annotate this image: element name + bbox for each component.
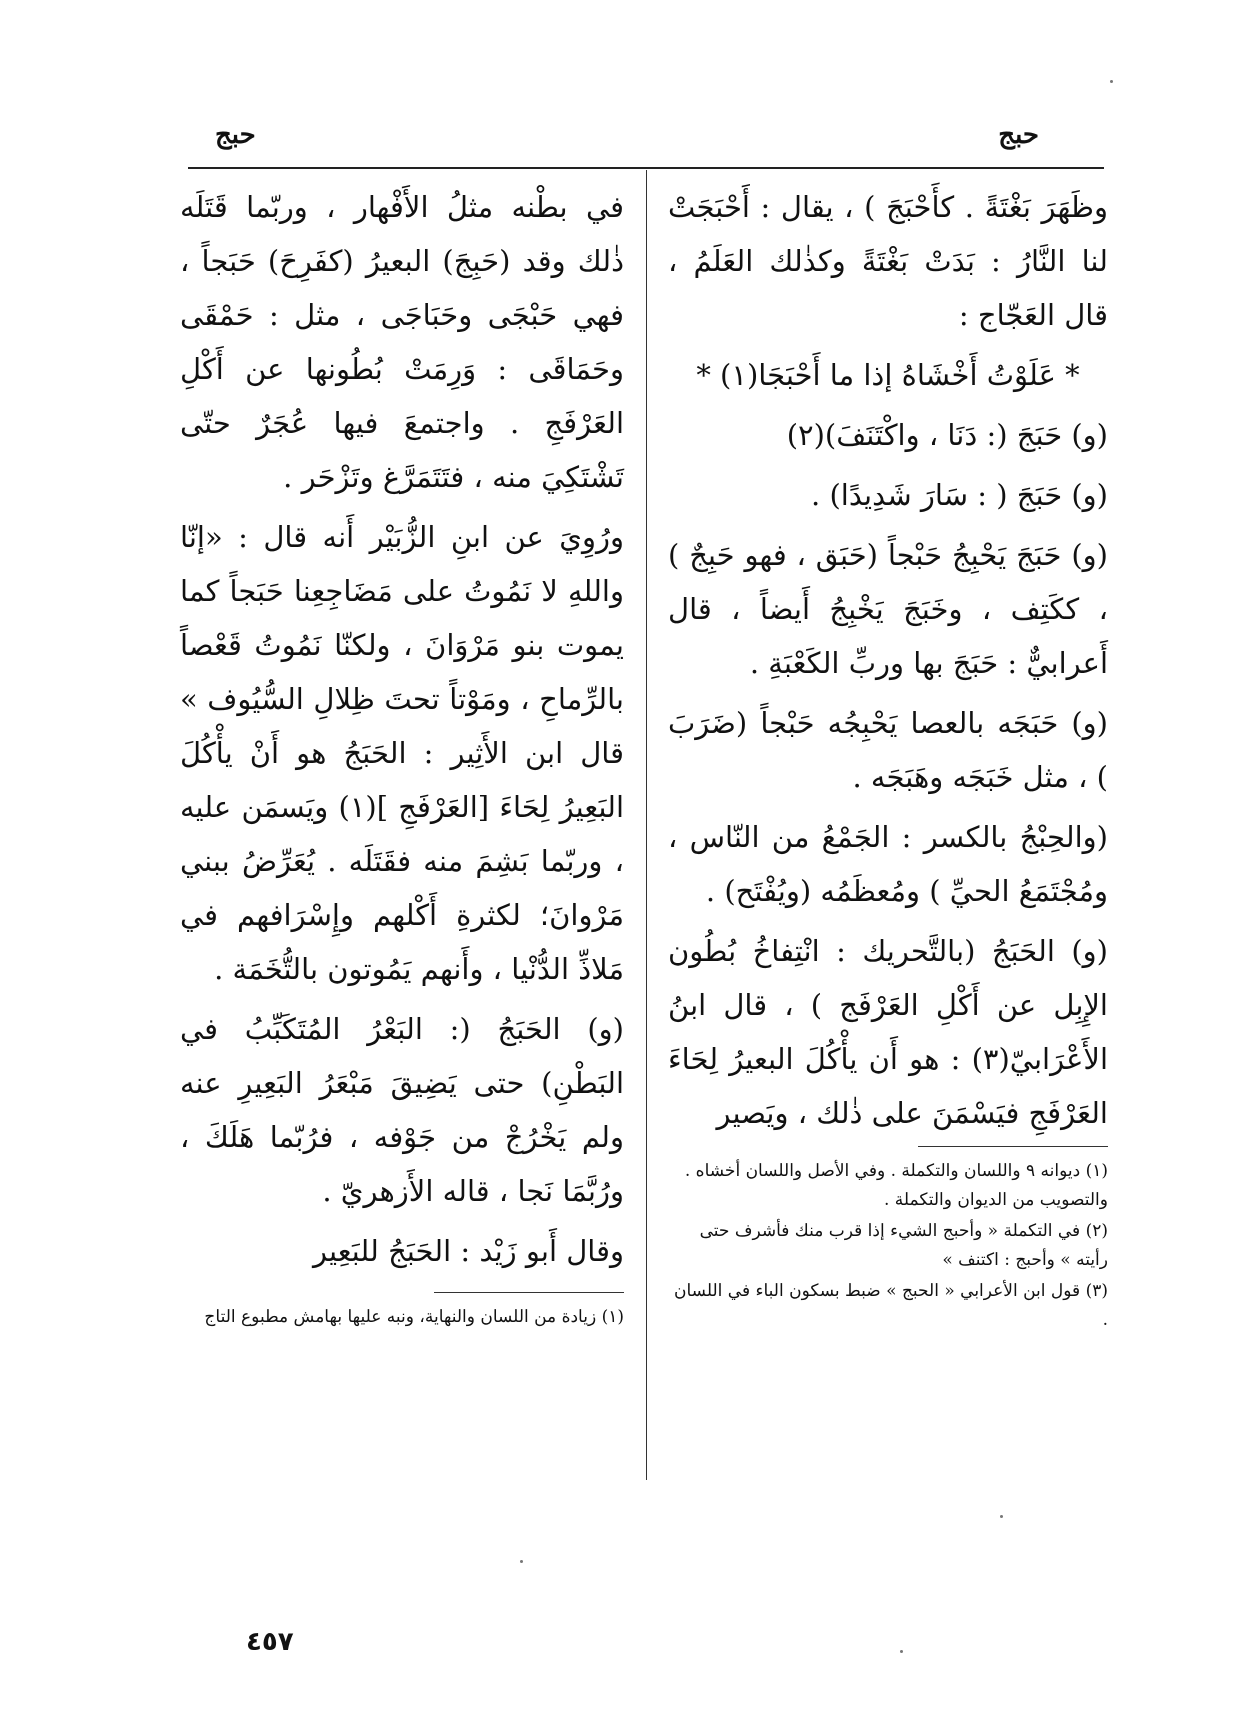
paragraph: وظَهَرَ بَغْتَةً . كأَحْبَجَ ) ، يقال : أَحْبَجَتْ لنا النَّارُ : بَدَتْ بَغْتَةً وكذٰلك العَلَمُ ، قال العَجّاج : [668,190,1108,332]
scan-speck [1000,1515,1003,1518]
footnote-rule [918,1146,1108,1147]
scan-speck [900,1650,903,1653]
running-header-right: حبج [998,120,1039,150]
scan-speck [1110,80,1113,83]
footnote-list [180,1303,624,1332]
scan-speck [520,1560,523,1563]
verse-line: * عَلَوْتُ أَخْشَاهُ إذا ما أَحْبَجَا(١) * [696,358,1080,392]
footnote: (٣) قول ابن الأعرابي « الحبج » ضبط بسكون الباء في اللسان . [674,1281,1108,1330]
paragraph: (و) حَبَجَ (: دَنَا ، واكْتَنَفَ)(٢) [786,418,1108,452]
paragraph: (و) حَبَجَ يَحْبِجُ حَبْجاً (حَبَق ، فهو حَبِجٌ ) ، ككَتِف ، وخَبَجَ يَخْبِجُ أَيضاً ، قال أَعرابيٌّ : حَبَجَ بها وربِّ الكَعْبَةِ . [668,538,1108,680]
paragraph: (و) حَبَجَه بالعصا يَحْبِجُه حَبْجاً (ضَرَبَ ) ، مثل خَبَجَه وهَبَجَه . [668,706,1108,794]
footnote-list [668,1157,1108,1335]
paragraph: (و) الحَبَجُ (بالتَّحريك : انْتِفاخُ بُطُون الإِبِل عن أَكْلِ العَرْفَج ) ، قال ابنُ الأَعْرَابيّ(٣) : هو أَن يأْكُلَ البعيرُ لِحَاءَ العَرْفَجِ فيَسْمَنَ على ذٰلك ، ويَصير [668,934,1108,1130]
paragraph: ورُوِيَ عن ابنِ الزُّبَيْر أَنه قال : «إنّا واللهِ لا نَمُوتُ على مَضَاجِعِنا حَبَجاً كما يموت بنو مَرْوَانَ ، ولكنّا نَمُوتُ قَعْصاً بالرِّماحِ ، ومَوْتاً تحتَ ظِلالِ السُّيُوف » قال ابن الأَثِير : الحَبَجُ هو أَنْ يأْكُلَ البَعِيرُ لِحَاءَ [العَرْفَجِ ](١) ويَسمَن عليه ، وربّما بَشِمَ منه فقَتَلَه . يُعَرِّضُ ببني مَرْوانَ؛ لكثرةِ أَكْلهم وإِسْرَافهم في مَلاذِّ الدُّنْيا ، وأَنهم يَمُوتون بالتُّخَمَة . [180,520,624,986]
paragraph: (والحِبْجُ بالكسر : الجَمْعُ من النّاس ، ومُجْتَمَعُ الحيِّ ) ومُعظَمُه (ويُفْتَح) . [668,820,1108,908]
column-separator [646,170,647,1480]
footnote: (٢) في التكملة « وأحبج الشيء إذا قرب منك فأشرف حتى رأيته » وأحبج : اكتنف » [699,1221,1108,1270]
running-header-left: حبج [215,120,256,150]
footnote-rule [434,1292,624,1293]
paragraph: (و) حَبَجَ ( : سَارَ شَدِيدًا) . [811,478,1108,512]
left-column [180,180,624,1334]
right-column [668,180,1108,1337]
footnote: (١) زيادة من اللسان والنهاية، ونبه عليها بهامش مطبوع التاج [204,1307,624,1327]
footnote: (١) ديوانه ٩ واللسان والتكملة . وفي الأصل واللسان أخشاه . والتصويب من الديوان والتكملة . [684,1161,1108,1210]
paragraph: في بطْنه مثلُ الأَفْهار ، وربّما قَتَلَه ذٰلك وقد (حَبِجَ) البعيرُ (كفَرِحَ) حَبَجاً ، فهي حَبْجَى وحَبَاجَى ، مثل : حَمْقَى وحَمَاقَى : وَرِمَتْ بُطُونها عن أَكْلِ العَرْفَجِ . واجتمعَ فيها عُجَرٌ حتّى تَشْتَكِيَ منه ، فتَتَمَرَّغ وتَزْحَر . [180,190,624,494]
header-rule [188,167,1104,169]
page-number: ٤٥٧ [246,1627,294,1657]
paragraph: وقال أَبو زَيْد : الحَبَجُ للبَعِير [312,1234,624,1268]
paragraph: (و) الحَبَجُ (: البَعْرُ المُتَكَبِّبُ في البَطْنِ) حتى يَضِيقَ مَبْعَرُ البَعِيرِ عنه ولم يَخْرُجْ من جَوْفه ، فرُبّما هَلَكَ ، ورُبَّمَا نَجا ، قاله الأَزهريّ . [180,1012,624,1208]
